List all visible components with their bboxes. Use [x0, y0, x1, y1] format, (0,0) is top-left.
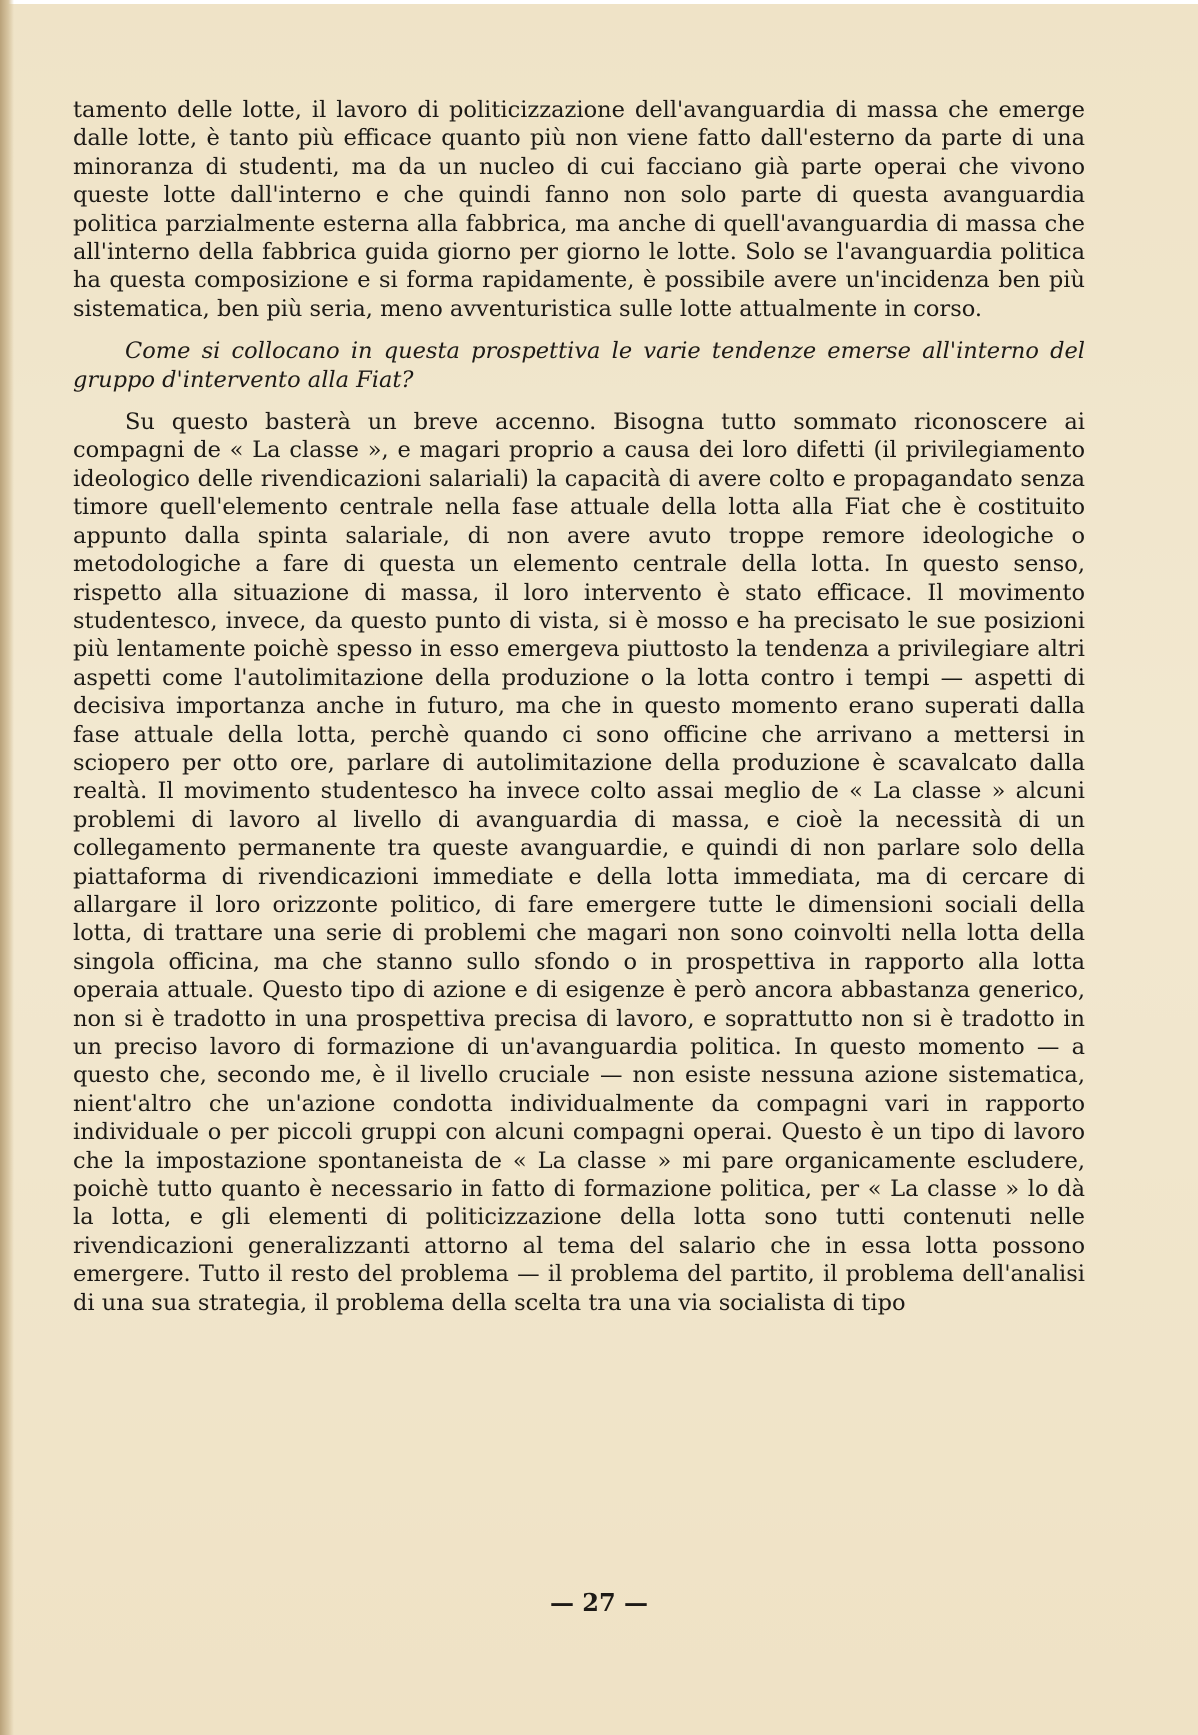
paragraph-answer: Su questo basterà un breve accenno. Bisogna tutto sommato riconoscere ai compagni de « La classe », e magari proprio a causa dei loro difetti (il privilegiamento ideologico delle rivendicazioni salariali) la capacità di avere colto e propagandato senza timore quell'elemento centrale nella fase attuale della lotta alla Fiat che è costituito appunto dalla spinta salariale, di non avere avuto troppe remore ideologiche o metodologiche a fare di questa un elemento centrale della lotta. In questo senso, rispetto alla situazione di massa, il loro intervento è stato efficace. Il movimento studentesco, invece, da questo punto di vista, si è mosso e ha precisato le sue posizioni più lentamente poichè spesso in esso emergeva piuttosto la tendenza a privilegiare altri aspetti come l'autolimitazione della produzione o la lotta contro i tempi — aspetti di decisiva importanza anche in futuro, ma che in questo momento erano superati dalla fase attuale della lotta, perchè quando ci sono officine che arrivano a mettersi in sciopero per otto ore, parlare di autolimitazione della produzione è scavalcato dalla realtà. Il movimento studentesco ha invece colto assai meglio de « La classe » alcuni problemi di lavoro al livello di avanguardia di massa, e cioè la necessità di un collegamento permanente tra queste avanguardie, e quindi di non parlare solo della piattaforma di rivendicazioni immediate e della lotta immediata, ma di cercare di allargare il loro orizzonte politico, di fare emergere tutte le dimensioni sociali della lotta, di trattare una serie di problemi che magari non sono coinvolti nella lotta della singola officina, ma che stanno sullo sfondo o in prospettiva in rapporto alla lotta operaia attuale. Questo tipo di azione e di esigenze è però ancora abbastanza generico, non si è tradotto in una prospettiva precisa di lavoro, e soprattutto non si è tradotto in un preciso lavoro di formazione di un'avanguardia politica. In questo momento — a questo che, secondo me, è il livello cruciale — non esiste nessuna azione sistematica, nient'altro che un'azione condotta individualmente da compagni vari in rapporto individuale o per piccoli gruppi con alcuni compagni operai. Questo è un tipo di lavoro che la impostazione spontaneista de « La classe » mi pare organicamente escludere, poichè tutto quanto è necessario in fatto di formazione politica, per « La classe » lo dà la lotta, e gli elementi di politicizzazione della lotta sono tutti contenuti nelle rivendicazioni generalizzanti attorno al tema del salario che in essa lotta possono emergere. Tutto il resto del problema — il problema del partito, il problema dell'analisi di una sua strategia, il problema della scelta tra una via socialista di tipo	[73, 409, 1085, 1316]
paragraph-continuation: tamento delle lotte, il lavoro di politicizzazione dell'avanguardia di massa che emerge dalle lotte, è tanto più efficace quanto più non viene fatto dall'esterno da parte di una minoranza di studenti, ma da un nucleo di cui facciano già parte operai che vivono queste lotte dall'interno e che quindi fanno non solo parte di questa avanguardia politica parzialmente esterna alla fabbrica, ma anche di quell'avanguardia di massa che all'interno della fabbrica guida giorno per giorno le lotte. Solo se l'avanguardia politica ha questa composizione e si forma rapidamente, è possibile avere un'incidenza ben più sistematica, ben più seria, meno avventuristica sulle lotte attualmente in corso.	[73, 97, 1085, 322]
page-top-edge	[0, 0, 1198, 4]
page-binding-shadow	[0, 0, 14, 1735]
interview-question: Come si collocano in questa prospettiva le varie tendenze emerse all'interno del gruppo d'intervento alla Fiat?	[73, 338, 1085, 393]
body-text	[73, 96, 1085, 1317]
page-number: — 27 —	[549, 1588, 649, 1617]
